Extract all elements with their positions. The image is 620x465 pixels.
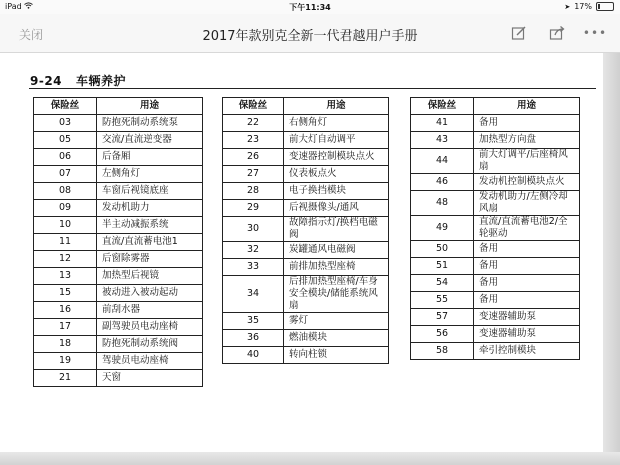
fuse-table-2 (222, 97, 389, 364)
fuse-usage: 备用 (474, 275, 580, 292)
fuse-number: 05 (34, 132, 97, 149)
table-row (411, 149, 580, 174)
page-title: 2017年款别克全新一代君越用户手册 (202, 29, 418, 44)
fuse-usage: 后窗除雾器 (97, 251, 203, 268)
table-row (223, 200, 389, 217)
battery-percent: 17% (574, 2, 592, 11)
table-row (34, 268, 203, 285)
fuse-usage: 燃油模块 (284, 330, 389, 347)
fuse-number: 33 (223, 259, 284, 276)
battery-icon (596, 2, 614, 11)
section-heading (30, 72, 126, 89)
fuse-usage: 车窗后视镜底座 (97, 183, 203, 200)
table-row (223, 132, 389, 149)
fuse-number: 16 (34, 302, 97, 319)
fuse-usage: 前大灯调平/后座椅风扇 (474, 149, 580, 174)
location-arrow-icon: ➤ (564, 2, 571, 11)
fuse-number: 11 (34, 234, 97, 251)
fuse-number: 44 (411, 149, 474, 174)
fuse-usage: 防抱死制动系统阀 (97, 336, 203, 353)
heading-rule (29, 88, 596, 89)
section-number: 9-24 (30, 74, 63, 88)
fuse-number: 29 (223, 200, 284, 217)
fuse-usage: 前排加热型座椅 (284, 259, 389, 276)
column-header-fuse: 保险丝 (34, 98, 97, 115)
edit-icon[interactable] (508, 22, 530, 44)
fuse-number: 12 (34, 251, 97, 268)
fuse-usage: 半主动减振系统 (97, 217, 203, 234)
table-header-row (411, 98, 580, 115)
fuse-usage: 天窗 (97, 370, 203, 387)
fuse-number: 55 (411, 292, 474, 309)
fuse-usage: 牵引控制模块 (474, 343, 580, 360)
fuse-number: 41 (411, 115, 474, 132)
table-row (223, 217, 389, 242)
table-row (34, 234, 203, 251)
table-row (34, 353, 203, 370)
table-header-row (223, 98, 389, 115)
table-row (411, 309, 580, 326)
fuse-number: 35 (223, 313, 284, 330)
table-row (34, 370, 203, 387)
fuse-number: 36 (223, 330, 284, 347)
status-right (564, 2, 614, 11)
fuse-usage: 变速器控制模块点火 (284, 149, 389, 166)
table-row (411, 258, 580, 275)
table-row (223, 166, 389, 183)
fuse-usage: 变速器辅助泵 (474, 309, 580, 326)
fuse-number: 40 (223, 347, 284, 364)
table-row (34, 319, 203, 336)
fuse-number: 21 (34, 370, 97, 387)
status-time: 下午11:34 (289, 3, 331, 12)
fuse-usage: 备用 (474, 241, 580, 258)
nav-bar (0, 14, 620, 53)
fuse-number: 27 (223, 166, 284, 183)
table-row (411, 191, 580, 216)
table-row (34, 183, 203, 200)
table-row (223, 242, 389, 259)
fuse-number: 18 (34, 336, 97, 353)
device-label: iPad (5, 2, 33, 11)
fuse-number: 57 (411, 309, 474, 326)
more-icon[interactable]: ••• (582, 26, 608, 40)
table-row (411, 292, 580, 309)
fuse-usage: 仪表板点火 (284, 166, 389, 183)
table-row (34, 251, 203, 268)
table-row (411, 241, 580, 258)
fuse-usage: 备用 (474, 115, 580, 132)
fuse-usage: 转向柱锁 (284, 347, 389, 364)
fuse-usage: 前大灯自动调平 (284, 132, 389, 149)
fuse-usage: 备用 (474, 292, 580, 309)
fuse-number: 46 (411, 174, 474, 191)
table-row (34, 285, 203, 302)
fuse-usage: 加热型后视镜 (97, 268, 203, 285)
fuse-number: 32 (223, 242, 284, 259)
table-row (34, 336, 203, 353)
fuse-usage: 雾灯 (284, 313, 389, 330)
table-row (34, 149, 203, 166)
close-button[interactable]: 关闭 (19, 28, 44, 42)
fuse-number: 15 (34, 285, 97, 302)
column-header-fuse: 保险丝 (411, 98, 474, 115)
fuse-usage: 副驾驶员电动座椅 (97, 319, 203, 336)
table-row (411, 132, 580, 149)
column-header-usage: 用途 (474, 98, 580, 115)
fuse-number: 03 (34, 115, 97, 132)
table-row (34, 132, 203, 149)
fuse-usage: 被动进入被动起动 (97, 285, 203, 302)
section-title: 车辆养护 (76, 74, 127, 88)
table-row (223, 330, 389, 347)
fuse-usage: 发动机助力/左侧冷却风扇 (474, 191, 580, 216)
page-shadow-right (603, 53, 620, 465)
fuse-usage: 后视摄像头/通风 (284, 200, 389, 217)
fuse-number: 54 (411, 275, 474, 292)
fuse-number: 06 (34, 149, 97, 166)
fuse-number: 50 (411, 241, 474, 258)
fuse-usage: 故障指示灯/换档电磁阀 (284, 217, 389, 242)
table-row (34, 115, 203, 132)
fuse-number: 09 (34, 200, 97, 217)
fuse-usage: 发动机控制模块点火 (474, 174, 580, 191)
table-row (223, 347, 389, 364)
table-row (223, 259, 389, 276)
fuse-number: 28 (223, 183, 284, 200)
fuse-usage: 变速器辅助泵 (474, 326, 580, 343)
fuse-usage: 交流/直流逆变器 (97, 132, 203, 149)
fuse-number: 19 (34, 353, 97, 370)
table-row (34, 200, 203, 217)
fuse-usage: 右侧角灯 (284, 115, 389, 132)
nav-actions (508, 22, 606, 44)
fuse-usage: 左侧角灯 (97, 166, 203, 183)
share-icon[interactable] (546, 22, 568, 44)
fuse-usage: 防抱死制动系统泵 (97, 115, 203, 132)
status-bar (0, 0, 620, 14)
fuse-usage: 炭罐通风电磁阀 (284, 242, 389, 259)
table-row (411, 343, 580, 360)
table-row (411, 275, 580, 292)
table-row (223, 313, 389, 330)
fuse-usage: 后备厢 (97, 149, 203, 166)
column-header-usage: 用途 (97, 98, 203, 115)
page-shadow-bottom (0, 452, 620, 465)
fuse-number: 13 (34, 268, 97, 285)
fuse-usage: 发动机助力 (97, 200, 203, 217)
fuse-number: 30 (223, 217, 284, 242)
table-row (223, 149, 389, 166)
fuse-number: 58 (411, 343, 474, 360)
table-row (411, 326, 580, 343)
fuse-number: 08 (34, 183, 97, 200)
table-row (223, 115, 389, 132)
fuse-table-1 (33, 97, 203, 387)
fuse-usage: 备用 (474, 258, 580, 275)
fuse-usage: 前刮水器 (97, 302, 203, 319)
column-header-usage: 用途 (284, 98, 389, 115)
fuse-number: 48 (411, 191, 474, 216)
table-header-row (34, 98, 203, 115)
fuse-number: 56 (411, 326, 474, 343)
fuse-number: 23 (223, 132, 284, 149)
fuse-usage: 加热型方向盘 (474, 132, 580, 149)
table-row (411, 174, 580, 191)
table-row (411, 115, 580, 132)
fuse-usage: 电子换挡模块 (284, 183, 389, 200)
table-row (34, 302, 203, 319)
column-header-fuse: 保险丝 (223, 98, 284, 115)
fuse-number: 22 (223, 115, 284, 132)
fuse-usage: 直流/直流蓄电池1 (97, 234, 203, 251)
table-row (223, 276, 389, 313)
fuse-number: 26 (223, 149, 284, 166)
table-row (223, 183, 389, 200)
fuse-number: 07 (34, 166, 97, 183)
fuse-usage: 直流/直流蓄电池2/全轮驱动 (474, 216, 580, 241)
fuse-number: 49 (411, 216, 474, 241)
fuse-usage: 后排加热型座椅/车身安全模块/储能系统风扇 (284, 276, 389, 313)
fuse-number: 10 (34, 217, 97, 234)
table-row (411, 216, 580, 241)
table-row (34, 166, 203, 183)
fuse-usage: 驾驶员电动座椅 (97, 353, 203, 370)
fuse-number: 51 (411, 258, 474, 275)
fuse-number: 43 (411, 132, 474, 149)
fuse-number: 34 (223, 276, 284, 313)
table-row (34, 217, 203, 234)
fuse-number: 17 (34, 319, 97, 336)
fuse-table-3 (410, 97, 580, 360)
